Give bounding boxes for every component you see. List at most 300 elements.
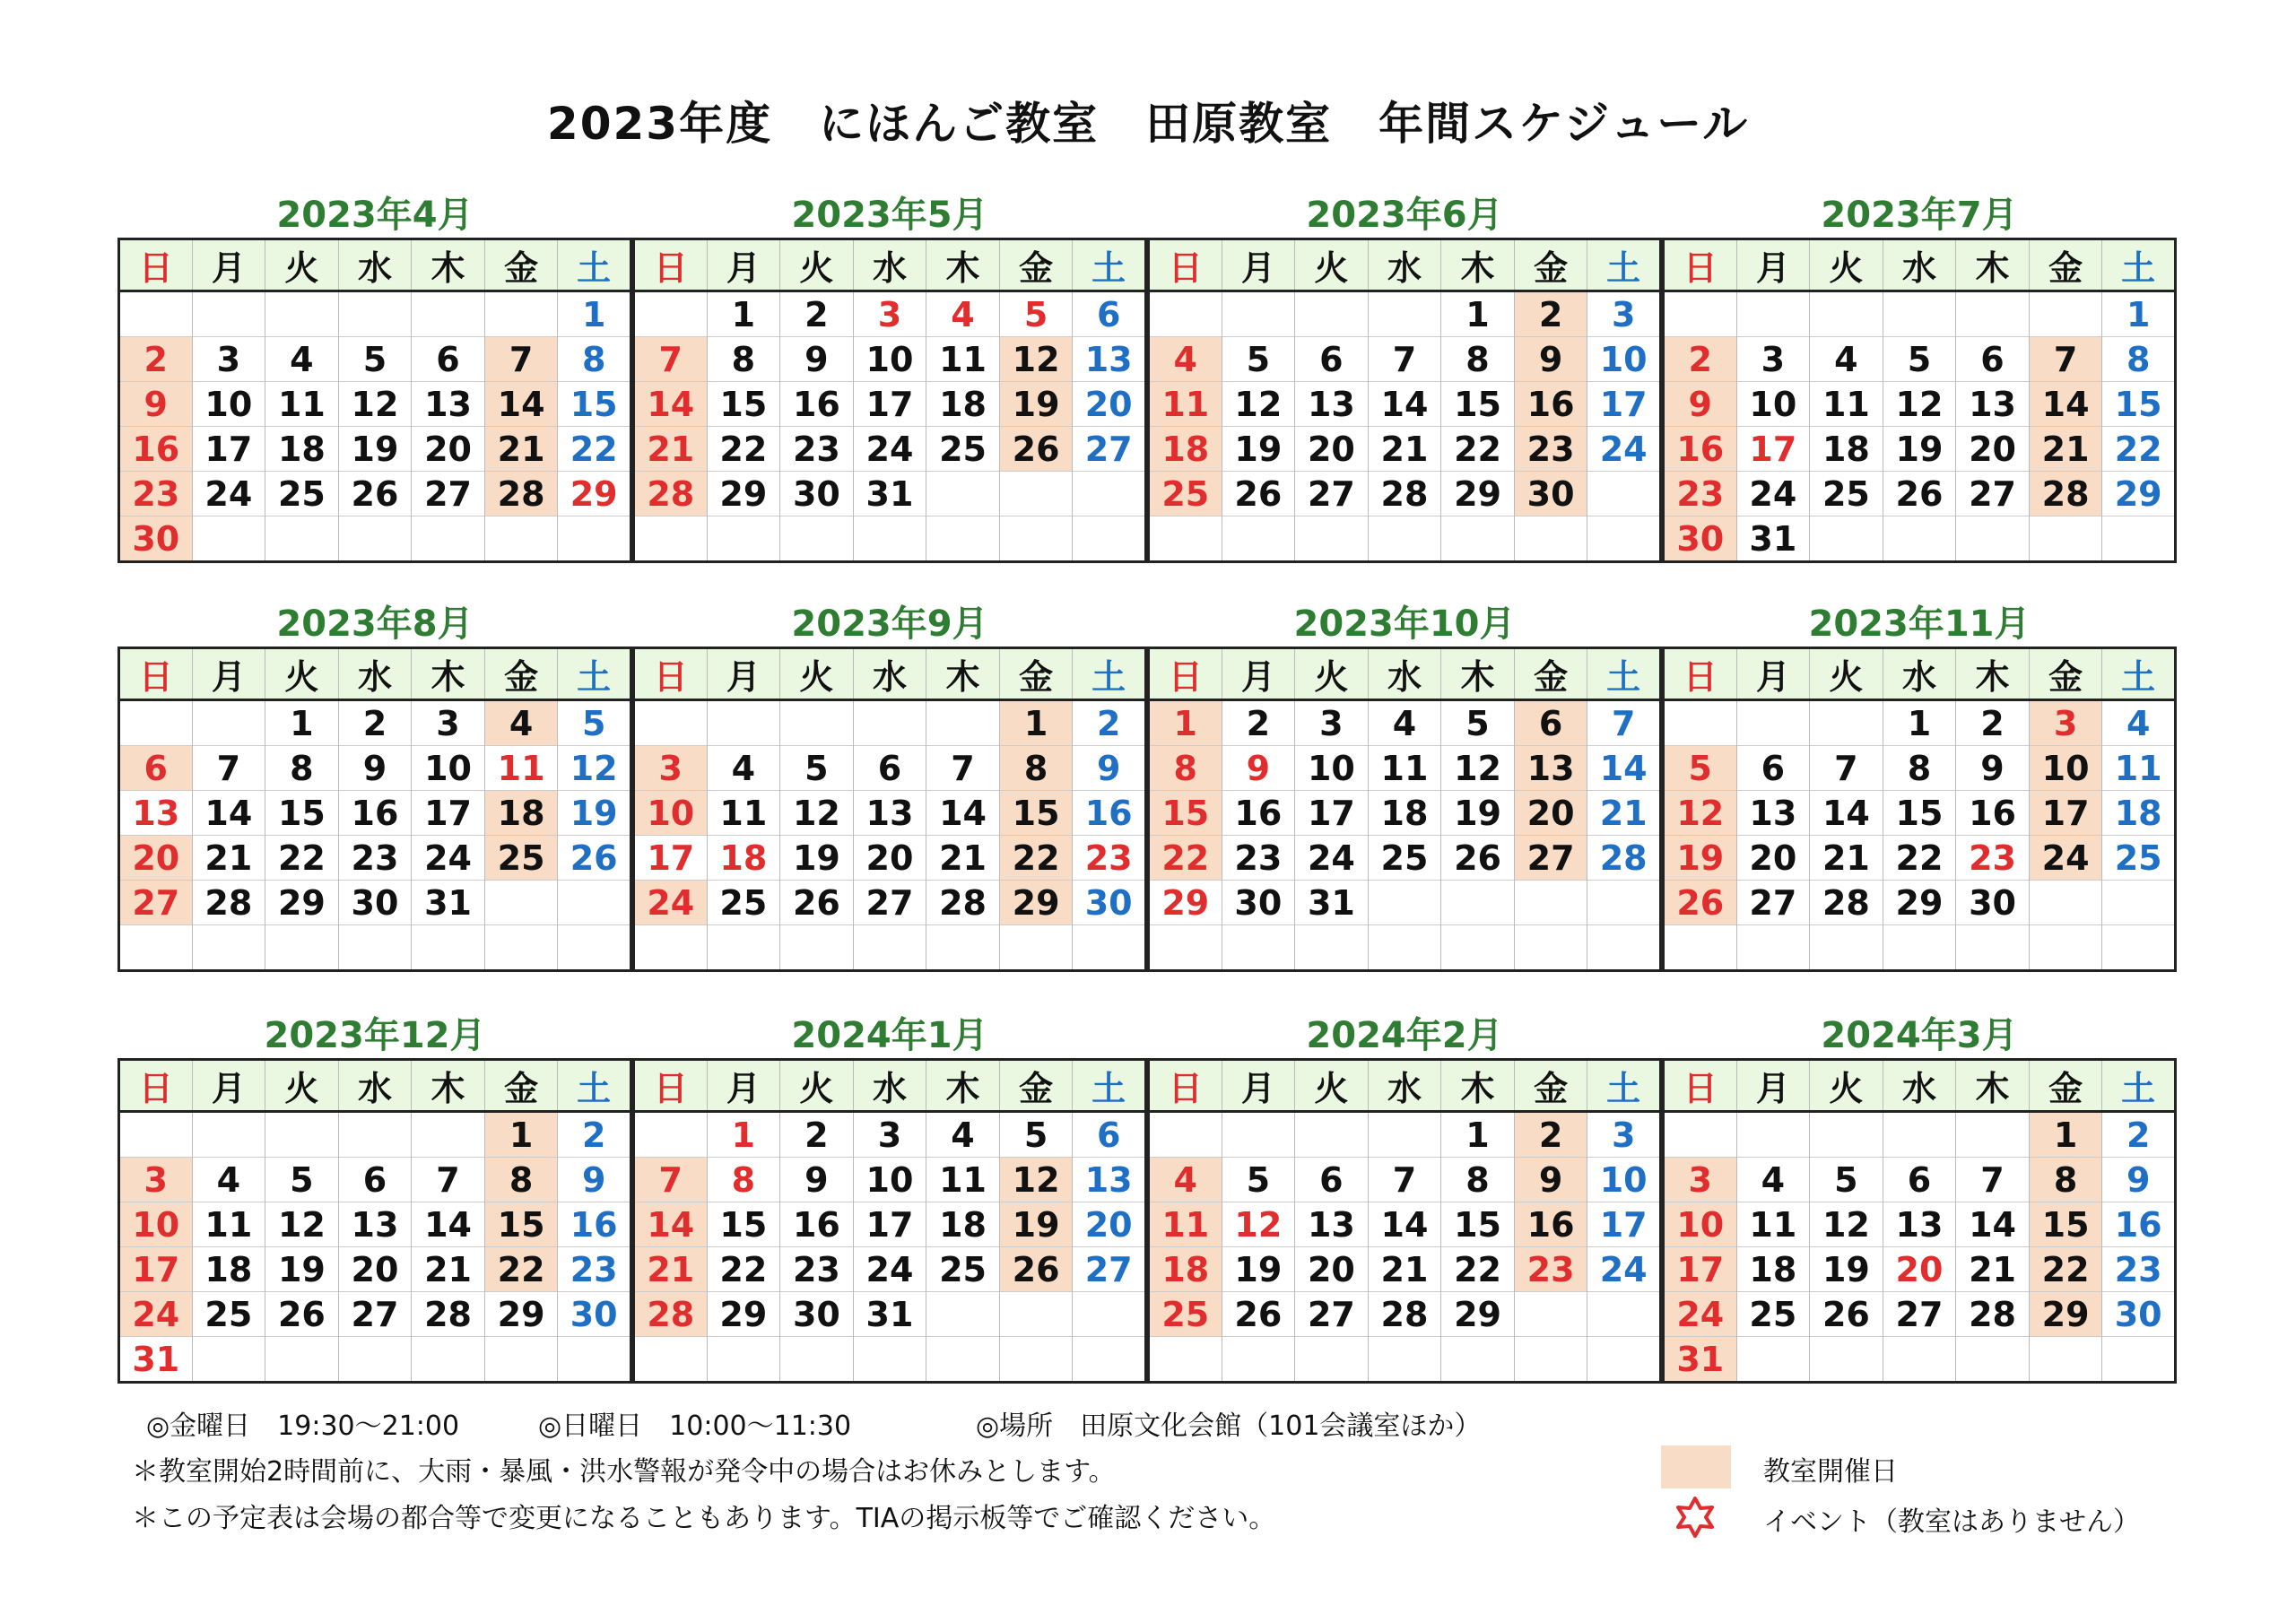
- day-cell: 7: [634, 1158, 708, 1202]
- day-cell: [192, 1337, 265, 1383]
- day-cell: 5: [1222, 337, 1295, 382]
- day-cell: 20: [338, 1247, 412, 1292]
- day-cell: 14: [412, 1202, 485, 1247]
- weather-note: ＊教室開始2時間前に、大雨・暴風・洪水警報が発令中の場合はお休みとします。: [132, 1456, 1116, 1488]
- weekday-header: 金: [484, 648, 558, 700]
- day-cell: 15: [707, 1202, 780, 1247]
- day-cell: 15: [265, 791, 339, 836]
- day-cell: [1956, 291, 2030, 337]
- day-cell: [2029, 291, 2102, 337]
- day-cell: 11: [1368, 746, 1441, 791]
- day-cell: 3: [1587, 1112, 1661, 1158]
- day-cell: [707, 925, 780, 971]
- day-cell: 5: [1664, 746, 1737, 791]
- day-cell: 18: [1810, 427, 1883, 472]
- day-cell: 1: [265, 700, 339, 746]
- day-cell: 27: [1295, 1292, 1369, 1337]
- day-cell: 22: [265, 836, 339, 881]
- day-cell: 21: [1956, 1247, 2030, 1292]
- day-cell: [1587, 881, 1661, 925]
- day-cell: 1: [484, 1112, 558, 1158]
- day-cell: [780, 516, 854, 562]
- week-row: [1664, 700, 2176, 746]
- day-cell: 17: [1664, 1247, 1737, 1292]
- week-row: [119, 1247, 631, 1292]
- day-cell: 19: [999, 1202, 1073, 1247]
- day-cell: 21: [412, 1247, 485, 1292]
- day-cell: 1: [2029, 1112, 2102, 1158]
- day-cell: [1883, 1337, 1956, 1383]
- day-cell: [1368, 925, 1441, 971]
- day-cell: 4: [926, 1112, 1000, 1158]
- week-row: [634, 700, 1146, 746]
- day-cell: 10: [1736, 382, 1810, 427]
- weekday-header: 木: [926, 648, 1000, 700]
- day-cell: 8: [999, 746, 1073, 791]
- day-cell: 10: [1664, 1202, 1737, 1247]
- day-cell: 9: [780, 1158, 854, 1202]
- day-cell: 16: [119, 427, 193, 472]
- month-table: [632, 647, 1147, 972]
- day-cell: [484, 881, 558, 925]
- day-cell: 14: [1368, 1202, 1441, 1247]
- day-cell: 15: [999, 791, 1073, 836]
- day-cell: 30: [1664, 516, 1737, 562]
- day-cell: 26: [1810, 1292, 1883, 1337]
- day-cell: 29: [2029, 1292, 2102, 1337]
- weekday-header: 日: [634, 1060, 708, 1112]
- day-cell: [558, 881, 631, 925]
- day-cell: [999, 1292, 1073, 1337]
- day-cell: 8: [1441, 1158, 1515, 1202]
- day-cell: 14: [634, 1202, 708, 1247]
- day-cell: 11: [926, 1158, 1000, 1202]
- day-cell: [2029, 1337, 2102, 1383]
- day-cell: 4: [192, 1158, 265, 1202]
- day-cell: [1368, 291, 1441, 337]
- day-cell: 31: [1295, 881, 1369, 925]
- day-cell: 1: [2102, 291, 2176, 337]
- place-note: ◎場所 田原文化会館（101会議室ほか）: [976, 1410, 1482, 1442]
- weekday-header: 日: [1149, 1060, 1222, 1112]
- day-cell: 29: [1441, 1292, 1515, 1337]
- month-table: [117, 238, 632, 563]
- day-cell: 9: [1514, 337, 1587, 382]
- week-row: [1149, 427, 1661, 472]
- day-cell: 19: [1222, 1247, 1295, 1292]
- week-row: [1664, 1112, 2176, 1158]
- week-row: [634, 1112, 1146, 1158]
- day-cell: 11: [192, 1202, 265, 1247]
- day-cell: 7: [1368, 1158, 1441, 1202]
- weekday-header: 火: [1810, 648, 1883, 700]
- day-cell: 17: [2029, 791, 2102, 836]
- day-cell: [1514, 516, 1587, 562]
- weekday-header: 火: [265, 1060, 339, 1112]
- week-row: [119, 382, 631, 427]
- day-cell: [1587, 472, 1661, 516]
- weekday-header: 月: [1222, 1060, 1295, 1112]
- weekday-header: 土: [1587, 239, 1661, 291]
- weekday-header: 木: [412, 648, 485, 700]
- month-title: 2023年9月: [791, 603, 988, 645]
- day-cell: [2102, 881, 2176, 925]
- day-cell: 5: [999, 291, 1073, 337]
- weekday-header: 日: [1149, 239, 1222, 291]
- day-cell: 12: [265, 1202, 339, 1247]
- day-cell: 10: [2029, 746, 2102, 791]
- week-row: [1149, 291, 1661, 337]
- day-cell: 11: [1810, 382, 1883, 427]
- day-cell: 21: [634, 1247, 708, 1292]
- day-cell: 25: [1149, 1292, 1222, 1337]
- day-cell: [634, 291, 708, 337]
- day-cell: 18: [1149, 427, 1222, 472]
- week-row: [1664, 791, 2176, 836]
- day-cell: [1587, 925, 1661, 971]
- day-cell: [634, 1337, 708, 1383]
- day-cell: 5: [780, 746, 854, 791]
- day-cell: 3: [853, 1112, 926, 1158]
- day-cell: 30: [119, 516, 193, 562]
- week-row: [1664, 925, 2176, 971]
- day-cell: [192, 291, 265, 337]
- day-cell: 14: [1810, 791, 1883, 836]
- day-cell: 8: [558, 337, 631, 382]
- day-cell: 16: [1514, 1202, 1587, 1247]
- day-cell: 2: [1664, 337, 1737, 382]
- weekday-header: 火: [1810, 1060, 1883, 1112]
- day-cell: 23: [780, 427, 854, 472]
- day-cell: [707, 516, 780, 562]
- day-cell: 18: [192, 1247, 265, 1292]
- week-row: [634, 337, 1146, 382]
- day-cell: 30: [780, 472, 854, 516]
- month-title: 2024年2月: [1306, 1015, 1503, 1056]
- week-row: [119, 881, 631, 925]
- day-cell: 20: [119, 836, 193, 881]
- weekday-header: 土: [1073, 648, 1146, 700]
- weekday-header: 月: [707, 648, 780, 700]
- day-cell: 17: [119, 1247, 193, 1292]
- week-row: [119, 1292, 631, 1337]
- day-cell: 27: [1073, 427, 1146, 472]
- month-calendar: [1662, 193, 2177, 563]
- day-cell: [1073, 925, 1146, 971]
- day-cell: 18: [1736, 1247, 1810, 1292]
- day-cell: 29: [265, 881, 339, 925]
- weekday-header: 木: [1956, 1060, 2030, 1112]
- day-cell: [338, 291, 412, 337]
- day-cell: [2102, 925, 2176, 971]
- day-cell: [1295, 291, 1369, 337]
- month-title: 2023年10月: [1293, 603, 1516, 645]
- day-cell: 29: [999, 881, 1073, 925]
- day-cell: 2: [780, 1112, 854, 1158]
- day-cell: 5: [265, 1158, 339, 1202]
- month-title: 2023年6月: [1306, 195, 1503, 236]
- day-cell: 21: [192, 836, 265, 881]
- day-cell: 12: [338, 382, 412, 427]
- day-cell: 8: [1883, 746, 1956, 791]
- day-cell: 10: [192, 382, 265, 427]
- day-cell: [1587, 1292, 1661, 1337]
- day-cell: 24: [2029, 836, 2102, 881]
- day-cell: 19: [999, 382, 1073, 427]
- day-cell: 6: [338, 1158, 412, 1202]
- day-cell: [484, 516, 558, 562]
- day-cell: 9: [2102, 1158, 2176, 1202]
- day-cell: 18: [2102, 791, 2176, 836]
- day-cell: [634, 516, 708, 562]
- day-cell: 28: [634, 472, 708, 516]
- weekday-header: 金: [2029, 648, 2102, 700]
- weekday-header: 土: [1587, 648, 1661, 700]
- day-cell: 24: [412, 836, 485, 881]
- day-cell: 3: [119, 1158, 193, 1202]
- day-cell: 23: [1073, 836, 1146, 881]
- day-cell: 30: [1514, 472, 1587, 516]
- day-cell: 10: [634, 791, 708, 836]
- day-cell: [1368, 516, 1441, 562]
- week-row: [119, 472, 631, 516]
- day-cell: 23: [2102, 1247, 2176, 1292]
- day-cell: [192, 925, 265, 971]
- day-cell: 13: [338, 1202, 412, 1247]
- day-cell: [265, 516, 339, 562]
- day-cell: [926, 925, 1000, 971]
- day-cell: [1514, 881, 1587, 925]
- week-row: [1664, 1247, 2176, 1292]
- day-cell: 27: [853, 881, 926, 925]
- day-cell: [1295, 516, 1369, 562]
- day-cell: 9: [338, 746, 412, 791]
- day-cell: [192, 700, 265, 746]
- day-cell: [119, 925, 193, 971]
- day-cell: 9: [1514, 1158, 1587, 1202]
- day-cell: 3: [1295, 700, 1369, 746]
- day-cell: 3: [853, 291, 926, 337]
- day-cell: 17: [1295, 791, 1369, 836]
- day-cell: 28: [484, 472, 558, 516]
- day-cell: 12: [1222, 1202, 1295, 1247]
- week-row: [119, 427, 631, 472]
- day-cell: 21: [1810, 836, 1883, 881]
- day-cell: 10: [853, 337, 926, 382]
- weekday-header: 火: [780, 648, 854, 700]
- weekday-header: 火: [1295, 239, 1369, 291]
- day-cell: 1: [999, 700, 1073, 746]
- day-cell: 8: [2029, 1158, 2102, 1202]
- day-cell: 26: [1222, 472, 1295, 516]
- day-cell: 21: [1587, 791, 1661, 836]
- month-calendar: [1662, 1013, 2177, 1384]
- day-cell: 16: [1514, 382, 1587, 427]
- day-cell: 9: [1073, 746, 1146, 791]
- week-row: [634, 836, 1146, 881]
- week-row: [1149, 472, 1661, 516]
- day-cell: [926, 1337, 1000, 1383]
- week-row: [634, 881, 1146, 925]
- day-cell: 4: [484, 700, 558, 746]
- day-cell: [999, 516, 1073, 562]
- day-cell: [119, 700, 193, 746]
- weekday-header: 火: [265, 239, 339, 291]
- day-cell: [1295, 1112, 1369, 1158]
- day-cell: 15: [558, 382, 631, 427]
- day-cell: 26: [1441, 836, 1515, 881]
- day-cell: 6: [1736, 746, 1810, 791]
- day-cell: 9: [119, 382, 193, 427]
- day-cell: 22: [707, 1247, 780, 1292]
- day-cell: 28: [926, 881, 1000, 925]
- day-cell: 16: [1073, 791, 1146, 836]
- day-cell: [1810, 1112, 1883, 1158]
- weekday-header: 土: [558, 1060, 631, 1112]
- day-cell: 29: [1883, 881, 1956, 925]
- weekday-header: 火: [780, 239, 854, 291]
- day-cell: 6: [1295, 337, 1369, 382]
- week-row: [1149, 1292, 1661, 1337]
- weekday-header: 金: [484, 1060, 558, 1112]
- month-calendar: [632, 1013, 1147, 1384]
- day-cell: 10: [1295, 746, 1369, 791]
- week-row: [119, 746, 631, 791]
- day-cell: 4: [1736, 1158, 1810, 1202]
- day-cell: 19: [1441, 791, 1515, 836]
- day-cell: [265, 925, 339, 971]
- weekday-header: 金: [1514, 648, 1587, 700]
- day-cell: 23: [1222, 836, 1295, 881]
- day-cell: 28: [192, 881, 265, 925]
- month-table: [117, 1058, 632, 1384]
- day-cell: 28: [2029, 472, 2102, 516]
- day-cell: 20: [1295, 1247, 1369, 1292]
- day-cell: [780, 1337, 854, 1383]
- day-cell: [1514, 1337, 1587, 1383]
- day-cell: 25: [707, 881, 780, 925]
- week-row: [634, 291, 1146, 337]
- day-cell: 27: [1956, 472, 2030, 516]
- day-cell: 23: [119, 472, 193, 516]
- day-cell: [1222, 1337, 1295, 1383]
- week-row: [1149, 925, 1661, 971]
- day-cell: [1222, 925, 1295, 971]
- day-cell: 26: [1222, 1292, 1295, 1337]
- weekday-header: 水: [853, 239, 926, 291]
- day-cell: 13: [1514, 746, 1587, 791]
- day-cell: 15: [1883, 791, 1956, 836]
- day-cell: [412, 925, 485, 971]
- day-cell: [1222, 291, 1295, 337]
- day-cell: [192, 1112, 265, 1158]
- day-cell: 30: [338, 881, 412, 925]
- weekday-header: 土: [2102, 648, 2176, 700]
- day-cell: 15: [1441, 382, 1515, 427]
- day-cell: 31: [853, 1292, 926, 1337]
- weekday-header: 土: [1073, 239, 1146, 291]
- day-cell: 26: [558, 836, 631, 881]
- day-cell: 3: [1587, 291, 1661, 337]
- day-cell: 7: [1810, 746, 1883, 791]
- weekday-header: 土: [2102, 239, 2176, 291]
- day-cell: [1441, 925, 1515, 971]
- day-cell: [1149, 1337, 1222, 1383]
- day-cell: [1736, 925, 1810, 971]
- day-cell: 1: [558, 291, 631, 337]
- day-cell: [338, 1112, 412, 1158]
- weekday-header: 月: [1736, 239, 1810, 291]
- day-cell: [1149, 291, 1222, 337]
- day-cell: [1956, 1337, 2030, 1383]
- day-cell: 15: [1441, 1202, 1515, 1247]
- day-cell: [558, 516, 631, 562]
- weekday-header: 火: [1810, 239, 1883, 291]
- month-title: 2023年8月: [276, 603, 474, 645]
- day-cell: [1736, 1112, 1810, 1158]
- weekday-header: 火: [1295, 1060, 1369, 1112]
- month-table: [117, 647, 632, 972]
- month-title: 2023年5月: [791, 195, 988, 236]
- day-cell: 16: [1222, 791, 1295, 836]
- day-cell: 29: [484, 1292, 558, 1337]
- day-cell: [926, 700, 1000, 746]
- day-cell: 23: [1514, 427, 1587, 472]
- day-cell: 6: [1073, 291, 1146, 337]
- day-cell: 22: [1441, 427, 1515, 472]
- day-cell: [1883, 925, 1956, 971]
- day-cell: 16: [2102, 1202, 2176, 1247]
- day-cell: 22: [999, 836, 1073, 881]
- day-cell: 27: [1295, 472, 1369, 516]
- day-cell: [853, 925, 926, 971]
- weekday-header: 金: [999, 648, 1073, 700]
- week-row: [119, 836, 631, 881]
- day-cell: 30: [780, 1292, 854, 1337]
- day-cell: [999, 1337, 1073, 1383]
- week-row: [634, 427, 1146, 472]
- day-cell: 3: [1736, 337, 1810, 382]
- day-cell: 10: [119, 1202, 193, 1247]
- schedule-change-note: ＊この予定表は会場の都合等で変更になることもあります。TIAの掲示板等でご確認ください。: [132, 1503, 1276, 1534]
- day-cell: 9: [780, 337, 854, 382]
- day-cell: [265, 291, 339, 337]
- day-cell: [999, 472, 1073, 516]
- month-table: [1147, 1058, 1662, 1384]
- weekday-header: 月: [1222, 239, 1295, 291]
- month-table: [1662, 647, 2177, 972]
- day-cell: 3: [192, 337, 265, 382]
- day-cell: 4: [2102, 700, 2176, 746]
- day-cell: [1664, 1112, 1737, 1158]
- day-cell: 19: [780, 836, 854, 881]
- day-cell: [338, 516, 412, 562]
- month-title: 2023年4月: [276, 195, 474, 236]
- day-cell: 4: [707, 746, 780, 791]
- event-legend-label: イベント（教室はありません）: [1763, 1506, 2140, 1538]
- week-row: [1149, 337, 1661, 382]
- weekday-header: 日: [1664, 239, 1737, 291]
- day-cell: 30: [558, 1292, 631, 1337]
- day-cell: 2: [1514, 291, 1587, 337]
- day-cell: 20: [853, 836, 926, 881]
- day-cell: 16: [1664, 427, 1737, 472]
- day-cell: 27: [1736, 881, 1810, 925]
- week-row: [1664, 746, 2176, 791]
- day-cell: 6: [1295, 1158, 1369, 1202]
- day-cell: 6: [1956, 337, 2030, 382]
- day-cell: 28: [1810, 881, 1883, 925]
